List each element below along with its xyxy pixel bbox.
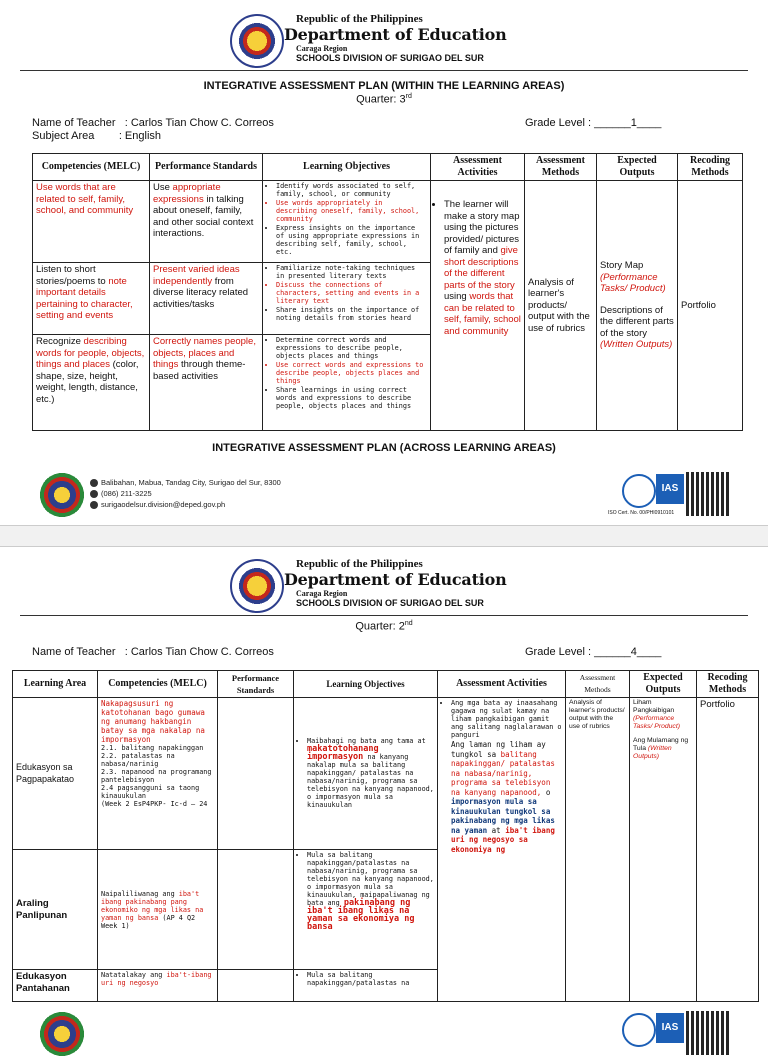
department-name: Department of Education bbox=[284, 25, 507, 44]
objective-item: • Mula sa balitang napakinggan/patalastas na nabasa/narinig, programa sa telebisyon na kanyang napanood, o impormasyon mula sa kinauukulan, maipapaliwanag ng bata ang pakinabang ng iba't ibang likas na yaman sa ekonomiya ng bansa bbox=[307, 851, 434, 931]
competency-cell: Nakapagsusuri ng katotohanan bago gumawa ng anumang hakbangin batay sa mga nakalap na impormasyon 2.1. balitang napakinggan 2.2. patalastas na nabasa/narinig 2.3. napanood na programang pantelebisyon 2.4 pagsangguni sa taong kinauukulan (Week 2 EsP4PKP- Ic-d – 24 bbox=[98, 698, 218, 850]
competency-cell: Naipaliliwanag ang iba't ibang pakinabang pang ekonomiko ng mga likas na yaman ng bansa (AP 4 Q2 Week 1) bbox=[98, 850, 218, 970]
iso-cert-text: ISO Cert. No. 00/PHI0910101 bbox=[608, 510, 675, 516]
method-cell: Analysis of learner's products/ output with the use of rubrics bbox=[566, 698, 630, 1002]
page-separator bbox=[0, 525, 768, 547]
table-row bbox=[33, 181, 743, 263]
republic-label: Republic of the Philippines bbox=[296, 13, 423, 25]
page-2 bbox=[0, 545, 768, 1033]
col-header: Recoding Methods bbox=[697, 671, 759, 698]
outputs-cell: Liham Pangkaibigan (Performance Tasks/ Product) Ang Mulamang ng Tula (Written Outputs) bbox=[630, 698, 697, 1002]
location-icon bbox=[90, 479, 98, 487]
header-divider bbox=[20, 615, 748, 616]
standard-cell: Correctly names people, objects, places and things through theme-based activities bbox=[150, 335, 263, 431]
competency-cell: Recognize describing words for people, objects, things and places (color, shape, size, height, weight, length, distance, etc.) bbox=[33, 335, 150, 431]
col-header: Performance Standards bbox=[150, 154, 263, 181]
region-label: Caraga Region bbox=[296, 44, 348, 53]
table-header-row bbox=[13, 671, 759, 698]
method-cell: Analysis of learner's products/ output with the use of rubrics bbox=[525, 181, 597, 431]
col-header: Performance Standards bbox=[218, 671, 294, 698]
quarter-label: Quarter: 2nd bbox=[355, 620, 413, 633]
standard-cell bbox=[218, 698, 294, 850]
qr-code bbox=[686, 1011, 730, 1055]
certification-logo bbox=[622, 1013, 656, 1047]
division-label: SCHOOLS DIVISION OF SURIGAO DEL SUR bbox=[296, 598, 484, 608]
deped-seal-logo bbox=[230, 14, 284, 68]
col-header: Learning Area bbox=[13, 671, 98, 698]
department-name: Department of Education bbox=[284, 570, 507, 589]
assessment-table-within bbox=[32, 153, 743, 431]
competency-cell: Use words that are related to self, family, school, and community bbox=[33, 181, 150, 263]
activity-item: Ang laman ng liham ay tungkol sa balitang napakinggan/ patalastas na nabasa/narinig, programa sa telebisyon na kanyang napanood, o impormasyon mula sa kinauukulan tungkol sa pakinabang ng mga likas na yaman at iba't ibang uri ng negosyo sa ekonomiya ng bbox=[451, 740, 555, 854]
objective-item: • Use words appropriately in describing oneself, family, school, community bbox=[276, 199, 427, 223]
table-row bbox=[13, 698, 759, 850]
recording-cell: Portfolio bbox=[697, 698, 759, 1002]
standard-cell bbox=[218, 850, 294, 970]
objective-item: • Share learnings in using correct words and expressions to describe people, objects places and things bbox=[276, 386, 427, 410]
grade-level-line: Grade Level : ______1____ bbox=[525, 117, 662, 129]
objectives-cell bbox=[294, 850, 438, 970]
standard-cell bbox=[218, 970, 294, 1002]
col-header: Expected Outputs bbox=[630, 671, 697, 698]
col-header: Learning Objectives bbox=[263, 154, 431, 181]
phone-icon bbox=[90, 490, 98, 498]
division-logo bbox=[38, 472, 86, 518]
objectives-cell bbox=[263, 263, 431, 335]
objective-item: • Determine correct words and expressions to describe people, objects places and things bbox=[276, 336, 427, 360]
objective-item: • Maibahagi ng bata ang tama at makatotohanang impormasyon na kanyang nakalap mula sa balitang napakinggan/ patalastas na nabasa/narinig, programa sa telebisyon na kanyang napanood, o impormasyon mula sa kinauukulan bbox=[307, 737, 434, 809]
footer-contact: Balibahan, Mabua, Tandag City, Surigao del Sur, 8300 (086) 211-3225 surigaodelsur.division@deped.gov.ph bbox=[90, 477, 281, 510]
activity-item: • The learner will make a story map using the pictures provided/ pictures of family and give short descriptions of the different parts of the story using words that can be related to self, family, school and community bbox=[444, 199, 521, 337]
footer bbox=[0, 472, 768, 522]
table-header-row bbox=[33, 154, 743, 181]
teacher-name-line: Name of Teacher : Carlos Tian Chow C. Correos bbox=[32, 117, 274, 129]
col-header: Assessment Activities bbox=[431, 154, 525, 181]
email-icon bbox=[90, 501, 98, 509]
plan-title: INTEGRATIVE ASSESSMENT PLAN (WITHIN THE LEARNING AREAS) bbox=[203, 80, 565, 92]
quarter-label: Quarter: 3rd bbox=[356, 93, 412, 106]
col-header: Competencies (MELC) bbox=[98, 671, 218, 698]
col-header: Assessment Methods bbox=[566, 671, 630, 698]
across-plan-title: INTEGRATIVE ASSESSMENT PLAN (ACROSS LEARNING AREAS) bbox=[212, 442, 556, 454]
objective-item: • Use correct words and expressions to describe people, objects places and things bbox=[276, 361, 427, 385]
qr-code bbox=[686, 472, 730, 516]
division-label: SCHOOLS DIVISION OF SURIGAO DEL SUR bbox=[296, 53, 484, 63]
division-logo bbox=[38, 1011, 86, 1057]
teacher-name-line: Name of Teacher : Carlos Tian Chow C. Correos bbox=[32, 646, 274, 658]
col-header: Competencies (MELC) bbox=[33, 154, 150, 181]
activity-cell bbox=[438, 698, 566, 1002]
subject-area-line: Subject Area : English bbox=[32, 130, 162, 142]
header-divider bbox=[20, 70, 748, 71]
objectives-cell bbox=[294, 970, 438, 1002]
letterhead bbox=[0, 0, 768, 90]
standard-cell: Present varied ideas independently from diverse literacy related activities/tasks bbox=[150, 263, 263, 335]
standard-cell: Use appropriate expressions in talking about oneself, family, and other social context interactions. bbox=[150, 181, 263, 263]
col-header: Recoding Methods bbox=[678, 154, 743, 181]
outputs-cell: Story Map (Performance Tasks/ Product) Descriptions of the different parts of the story (Written Outputs) bbox=[597, 181, 678, 431]
col-header: Expected Outputs bbox=[597, 154, 678, 181]
activity-item: • Ang mga bata ay inaasahang gagawa ng sulat kamay na liham pangkaibigan gamit ang salitang naglalarawan o panguri bbox=[451, 699, 562, 739]
objectives-cell bbox=[263, 181, 431, 263]
certification-logo bbox=[622, 474, 656, 508]
republic-label: Republic of the Philippines bbox=[296, 558, 423, 570]
deped-seal-logo bbox=[230, 559, 284, 613]
learning-area-cell: Araling Panlipunan bbox=[13, 850, 98, 970]
ias-logo: IAS bbox=[656, 474, 684, 504]
grade-level-line: Grade Level : ______4____ bbox=[525, 646, 662, 658]
competency-cell: Listen to short stories/poems to note important details pertaining to character, setting and events bbox=[33, 263, 150, 335]
objective-item: • Share insights on the importance of noting details from stories heard bbox=[276, 306, 427, 322]
objectives-cell bbox=[294, 698, 438, 850]
objective-item: • Discuss the connections of characters, setting and events in a literary text bbox=[276, 281, 427, 305]
objective-item: • Familiarize note-taking techniques in presented literary texts bbox=[276, 264, 427, 280]
ias-logo: IAS bbox=[656, 1013, 684, 1043]
activity-cell bbox=[431, 181, 525, 431]
objective-item: • Express insights on the importance of using appropriate expressions in describing self, family, school, etc. bbox=[276, 224, 427, 256]
learning-area-cell: Edukasyon sa Pagpapakatao bbox=[13, 698, 98, 850]
competency-cell: Natatalakay ang iba't-ibang uri ng negosyo bbox=[98, 970, 218, 1002]
col-header: Assessment Methods bbox=[525, 154, 597, 181]
page-1 bbox=[0, 0, 768, 525]
recording-cell: Portfolio bbox=[678, 181, 743, 431]
col-header: Assessment Activities bbox=[438, 671, 566, 698]
region-label: Caraga Region bbox=[296, 589, 348, 598]
col-header: Learning Objectives bbox=[294, 671, 438, 698]
objective-item: • Mula sa balitang napakinggan/patalastas na bbox=[307, 971, 434, 987]
assessment-table-across bbox=[12, 670, 759, 1002]
learning-area-cell: Edukasyon Pantahanan bbox=[13, 970, 98, 1002]
footer bbox=[0, 1011, 768, 1061]
objective-item: • Identify words associated to self, family, school, or community bbox=[276, 182, 427, 198]
objectives-cell bbox=[263, 335, 431, 431]
